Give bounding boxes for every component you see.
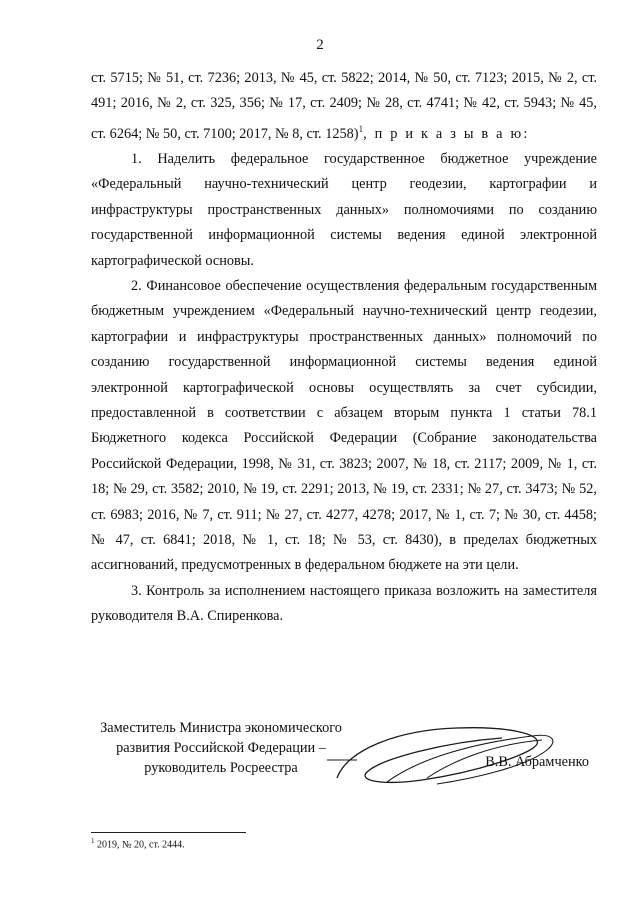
footnote-marker: 1 [91, 837, 95, 845]
intro-text: ст. 5715; № 51, ст. 7236; 2013, № 45, ст. 5822; 2014, № 50, ст. 7123; 2015, № 2, ст. 491; 2016, № 2, ст. 325, 356; № 17, ст. 2409; № 28, ст. 4741; № 42, ст. 5943; № 45, ст. 6264; № 50, ст. 7100; 2017, № 8, ст. 1258) [91, 70, 597, 142]
paragraph-1: 1. Наделить федеральное государственное бюджетное учреждение «Федеральный научно-технический центр геодезии, картографии и инфраструктуры пространственных данных» полномочиями по созданию государственной информационной системы ведения единой электронной картографической основы. [91, 150, 597, 269]
footnote [91, 837, 185, 850]
position-line-1: Заместитель Министра экономического [100, 720, 342, 736]
footnote-divider [91, 832, 246, 833]
position-line-3: руководитель Росреестра [144, 760, 298, 776]
position-line-2: развития Российской Федерации – [116, 740, 326, 756]
document-body [91, 66, 597, 630]
footnote-text: 2019, № 20, ст. 2444. [94, 839, 185, 851]
signatory-position [91, 718, 351, 778]
footnote-reference: 1 [358, 123, 364, 134]
order-word: , п р и к а з ы в а ю: [363, 125, 530, 142]
signature-block [91, 718, 597, 808]
signatory-name: В.В. Абрамченко [485, 754, 589, 770]
paragraph-2: 2. Финансовое обеспечение осуществления федеральным государственным бюджетным учреждением «Федеральный научно-технический центр геодезии, картографии и инфраструктуры пространственных данных» полномочий по созданию государственной информационной системы ведения единой электронной картографической основы осуществлять за счет субсидии, предоставленной в соответствии с абзацем вторым пункта 1 статьи 78.1 Бюджетного кодекса Российской Федерации (Собрание законодательства Российской Федерации, 1998, № 31, ст. 3823; 2007, № 18, ст. 2117; 2009, № 1, ст. 18; № 29, ст. 3582; 2010, № 19, ст. 2291; 2013, № 19, ст. 2331; № 27, ст. 3473; № 52, ст. 6983; 2016, № 7, ст. 911; № 27, ст. 4277, 4278; 2017, № 1, ст. 7; № 30, ст. 4458; № 47, ст. 6841; 2018, № 1, ст. 18; № 53, ст. 8430), в пределах бюджетных ассигнований, предусмотренных в федеральном бюджете на эти цели. [91, 278, 597, 574]
page-number: 2 [316, 37, 324, 53]
paragraph-3: 3. Контроль за исполнением настоящего приказа возложить на заместителя руководителя В.А. Спиренкова. [91, 582, 597, 625]
paragraph-intro [91, 66, 597, 147]
